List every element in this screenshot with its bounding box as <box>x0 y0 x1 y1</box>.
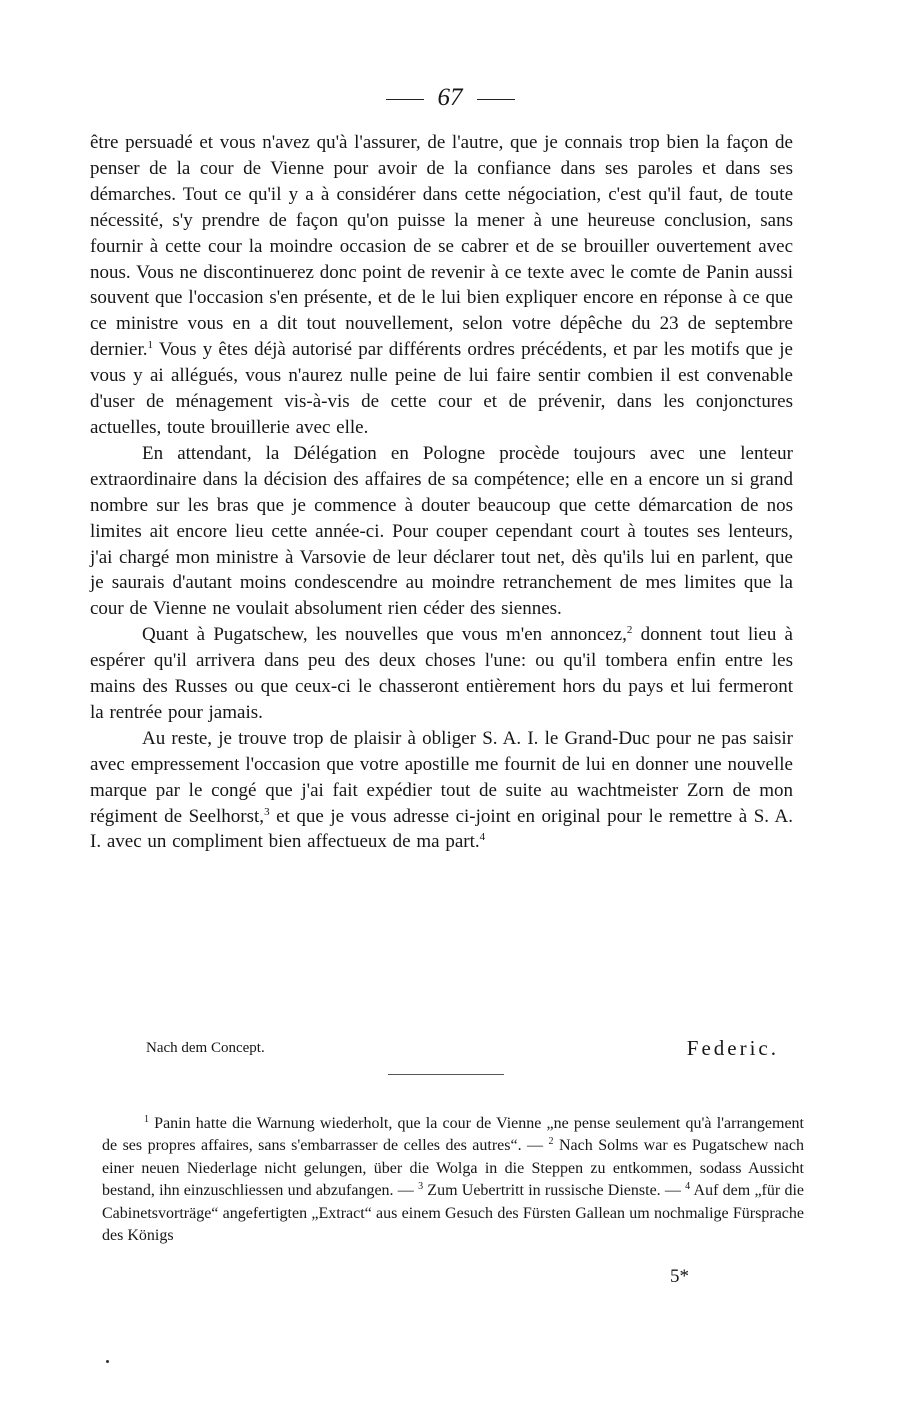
footnote-text-4: Auf dem „für die Cabinetsvorträge“ angefertigten „Extract“ aus einem Gesuch des Fürsten Gallean um nochmalige Fürsprache des Königs <box>102 1182 805 1245</box>
footnote-text-2: Nach Solms war es Pugatschew nach einer neuen Niederlage nicht gelungen, über die Wolga in die Steppen zu entkommen, sodass Aussicht bestand, ihn einzuschliessen und abzufangen. — <box>102 1137 805 1200</box>
paragraph-text: Quant à Pugatschew, les nouvelles que vous m'en annoncez, <box>142 624 627 646</box>
page-header <box>0 84 900 112</box>
letter-closing <box>90 1036 793 1066</box>
signature: Federic. <box>686 1036 779 1060</box>
footnote-text-1: Panin hatte die Warnung wiederholt, que la cour de Vienne „ne pense seulement qu'à l'arrangement de ses propres affaires, sans s'embarrasser de celles des autres“. — <box>102 1115 804 1155</box>
paper-speck <box>106 1360 109 1363</box>
footnote-number-2: 2 <box>548 1136 554 1148</box>
footnote-ref-4: 4 <box>479 831 486 844</box>
source-note: Nach dem Concept. <box>146 1040 265 1056</box>
paragraph-text: et que je vous adresse ci-joint en original pour le remettre à S. A. I. avec un compliment bien affectueux de ma part. <box>90 805 793 853</box>
footnote-ref-2: 2 <box>626 624 633 637</box>
paragraph-text: Au reste, je trouve trop de plaisir à obliger S. A. I. le Grand-Duc pour ne pas saisir avec empressement l'occasion que votre apostille me fournit de lui en donner une nouvelle marque par le congé que j'ai fait expédier tout de suite au wachtmeister Zorn de mon régiment de Seelhorst, <box>90 727 793 827</box>
footnote-block <box>102 1113 804 1247</box>
paragraph-4 <box>90 726 793 856</box>
paragraph-text: être persuadé et vous n'avez qu'à l'assurer, de l'autre, que je connais trop bien la façon de penser de la cour de Vienne pour avoir de la confiance dans ses paroles et dans ses démarches. Tout ce qu'il y a à considérer dans cette négociation, c'est qu'il faut, de toute nécessité, s'y prendre de façon qu'on puisse la mener à une heureuse conclusion, sans fournir à cette cour la moindre occasion de se cabrer et de se brouiller ouvertement avec nous. Vous ne discontinuerez donc point de revenir à ce texte avec le comte de Panin aussi souvent que l'occasion s'en présente, et de le lui bien expliquer encore en réponse à ce que ce ministre vous en a dit tout nouvellement, selon votre dépêche du 23 de septembre dernier. <box>90 132 793 361</box>
footnotes <box>102 1113 804 1247</box>
paragraph-text: En attendant, la Délégation en Pologne procède toujours avec une lenteur extraordinaire dans la décision des affaires de sa compétence; elle en a encore un si grand nombre sur les bras que je commence à douter beaucoup que cette démarcation de nos limites ait encore lieu cette année-ci. Pour couper cependant court à toutes ses lenteurs, j'ai chargé mon ministre à Varsovie de leur déclarer tout net, dès qu'ils lui en parlent, que je saurais d'autant moins condescendre au moindre retranchement de mes limites que la cour de Vienne ne voulait absolument rien céder des siennes. <box>90 442 793 620</box>
paragraph-3 <box>90 622 793 726</box>
footnote-text-3: Zum Uebertritt in russische Dienste. — <box>423 1182 686 1200</box>
paragraph-2 <box>90 441 793 622</box>
footnote-number-3: 3 <box>418 1181 424 1193</box>
footnote-ref-3: 3 <box>264 805 270 818</box>
footnote-number-4: 4 <box>685 1181 691 1193</box>
sheet-signature: 5* <box>670 1266 689 1287</box>
footnote-number-1: 1 <box>144 1114 149 1125</box>
footnote-divider <box>388 1074 504 1075</box>
letter-body <box>90 130 793 855</box>
paragraph-1 <box>90 130 793 441</box>
footnote-ref-1: 1 <box>147 339 154 352</box>
header-rule-left <box>386 99 424 100</box>
paragraph-text: Vous y êtes déjà autorisé par différents ordres précédents, et par les motifs que je vous y ai allégués, vous n'aurez nulle peine de lui faire sentir combien il est convenable d'user de ménagement vis-à-vis de cette cour et de prévenir, dans les conjonctures actuelles, toute brouillerie avec elle. <box>90 339 793 438</box>
header-rule-right <box>477 99 515 100</box>
page-number: 67 <box>437 84 463 111</box>
paragraph-text: donnent tout lieu à espérer qu'il arrivera dans peu des deux choses l'une: ou qu'il tombera enfin entre les mains des Russes ou que ceux-ci le chasseront entièrement hors du pays et lui fermeront la rentrée pour jamais. <box>90 624 793 723</box>
